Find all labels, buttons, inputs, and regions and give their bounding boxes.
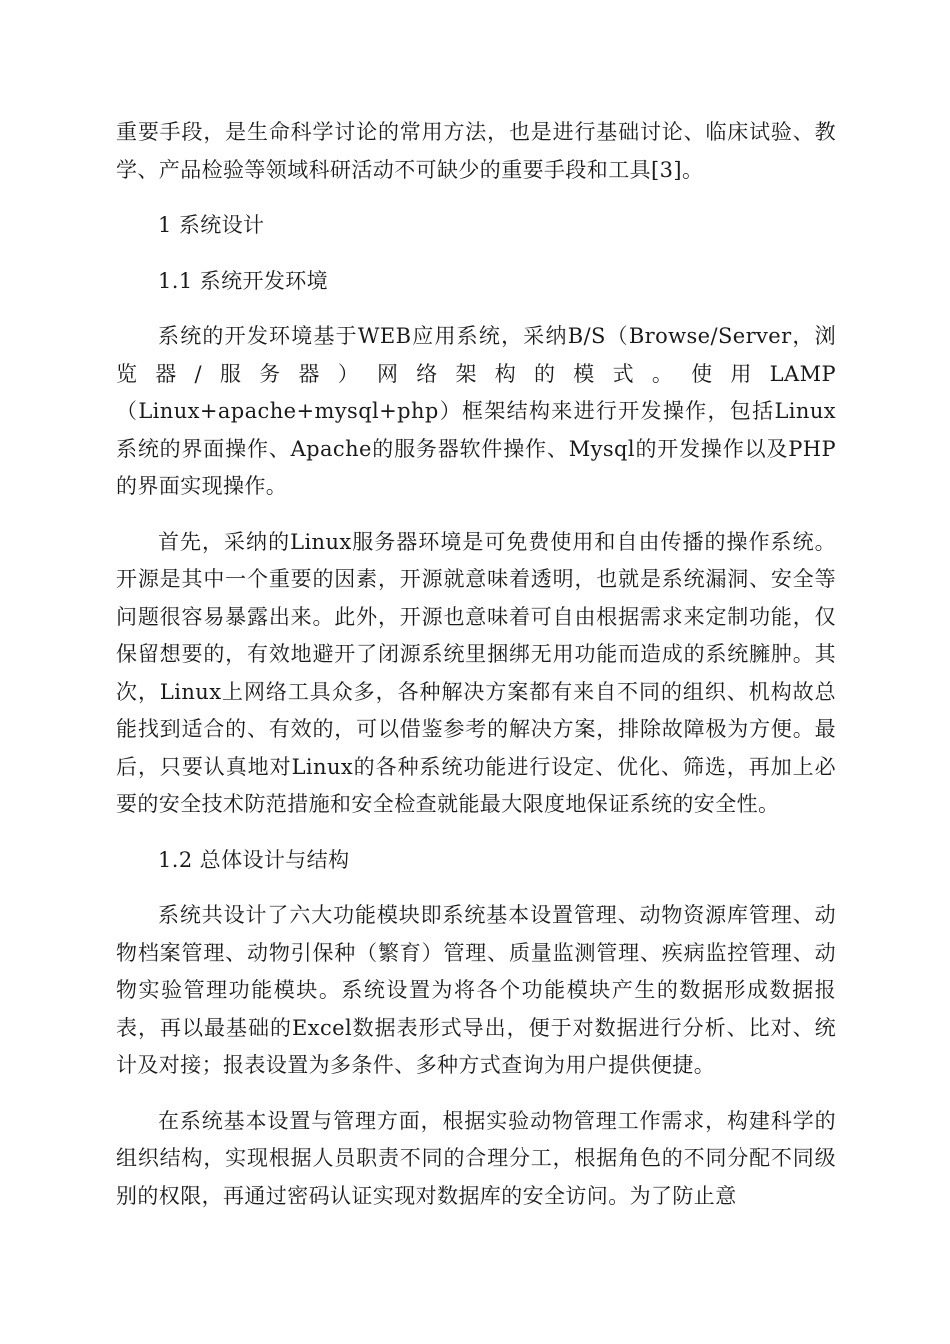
document-body	[116, 114, 836, 1215]
paragraph-basic-settings: 在系统基本设置与管理方面，根据实验动物管理工作需求，构建科学的组织结构，实现根据人员职责不同的合理分工，根据角色的不同分配不同级别的权限，再通过密码认证实现对数据库的安全访问。为了防止意	[116, 1108, 836, 1208]
paragraph-dev-environment: 系统的开发环境基于WEB应用系统，采纳B/S（Browse/Server，浏览器/服务器）网络架构的模式。使用LAMP（Linux+apache+mysql+php）框架结构来进行开发操作，包括Linux系统的界面操作、Apache的服务器软件操作、Mysql的开发操作以及PHP的界面实现操作。	[116, 324, 836, 498]
paragraph-continued: 重要手段，是生命科学讨论的常用方法，也是进行基础讨论、临床试验、教学、产品检验等领域科研活动不可缺少的重要手段和工具[3]。	[116, 120, 836, 182]
paragraph-linux-advantages: 首先，采纳的Linux服务器环境是可免费使用和自由传播的操作系统。开源是其中一个重要的因素，开源就意味着透明，也就是系统漏洞、安全等问题很容易暴露出来。此外，开源也意味着可自由根据需求来定制功能，仅保留想要的，有效地避开了闭源系统里捆绑无用功能而造成的系统臃肿。其次，Linux上网络工具众多，各种解决方案都有来自不同的组织、机构故总能找到适合的、有效的，可以借鉴参考的解决方案，排除故障极为方便。最后，只要认真地对Linux的各种系统功能进行设定、优化、筛选，再加上必要的安全技术防范措施和安全检查就能最大限度地保证系统的安全性。	[116, 529, 836, 816]
section-heading-1-2: 1.2 总体设计与结构	[158, 847, 350, 872]
paragraph-function-modules: 系统共设计了六大功能模块即系统基本设置管理、动物资源库管理、动物档案管理、动物引保种（繁育）管理、质量监测管理、疾病监控管理、动物实验管理功能模块。系统设置为将各个功能模块产生的数据形成数据报表，再以最基础的Excel数据表形式导出，便于对数据进行分析、比对、统计及对接；报表设置为多条件、多种方式查询为用户提供便捷。	[116, 903, 836, 1077]
section-heading-1-1: 1.1 系统开发环境	[158, 268, 329, 293]
section-heading-1: 1 系统设计	[158, 213, 265, 237]
